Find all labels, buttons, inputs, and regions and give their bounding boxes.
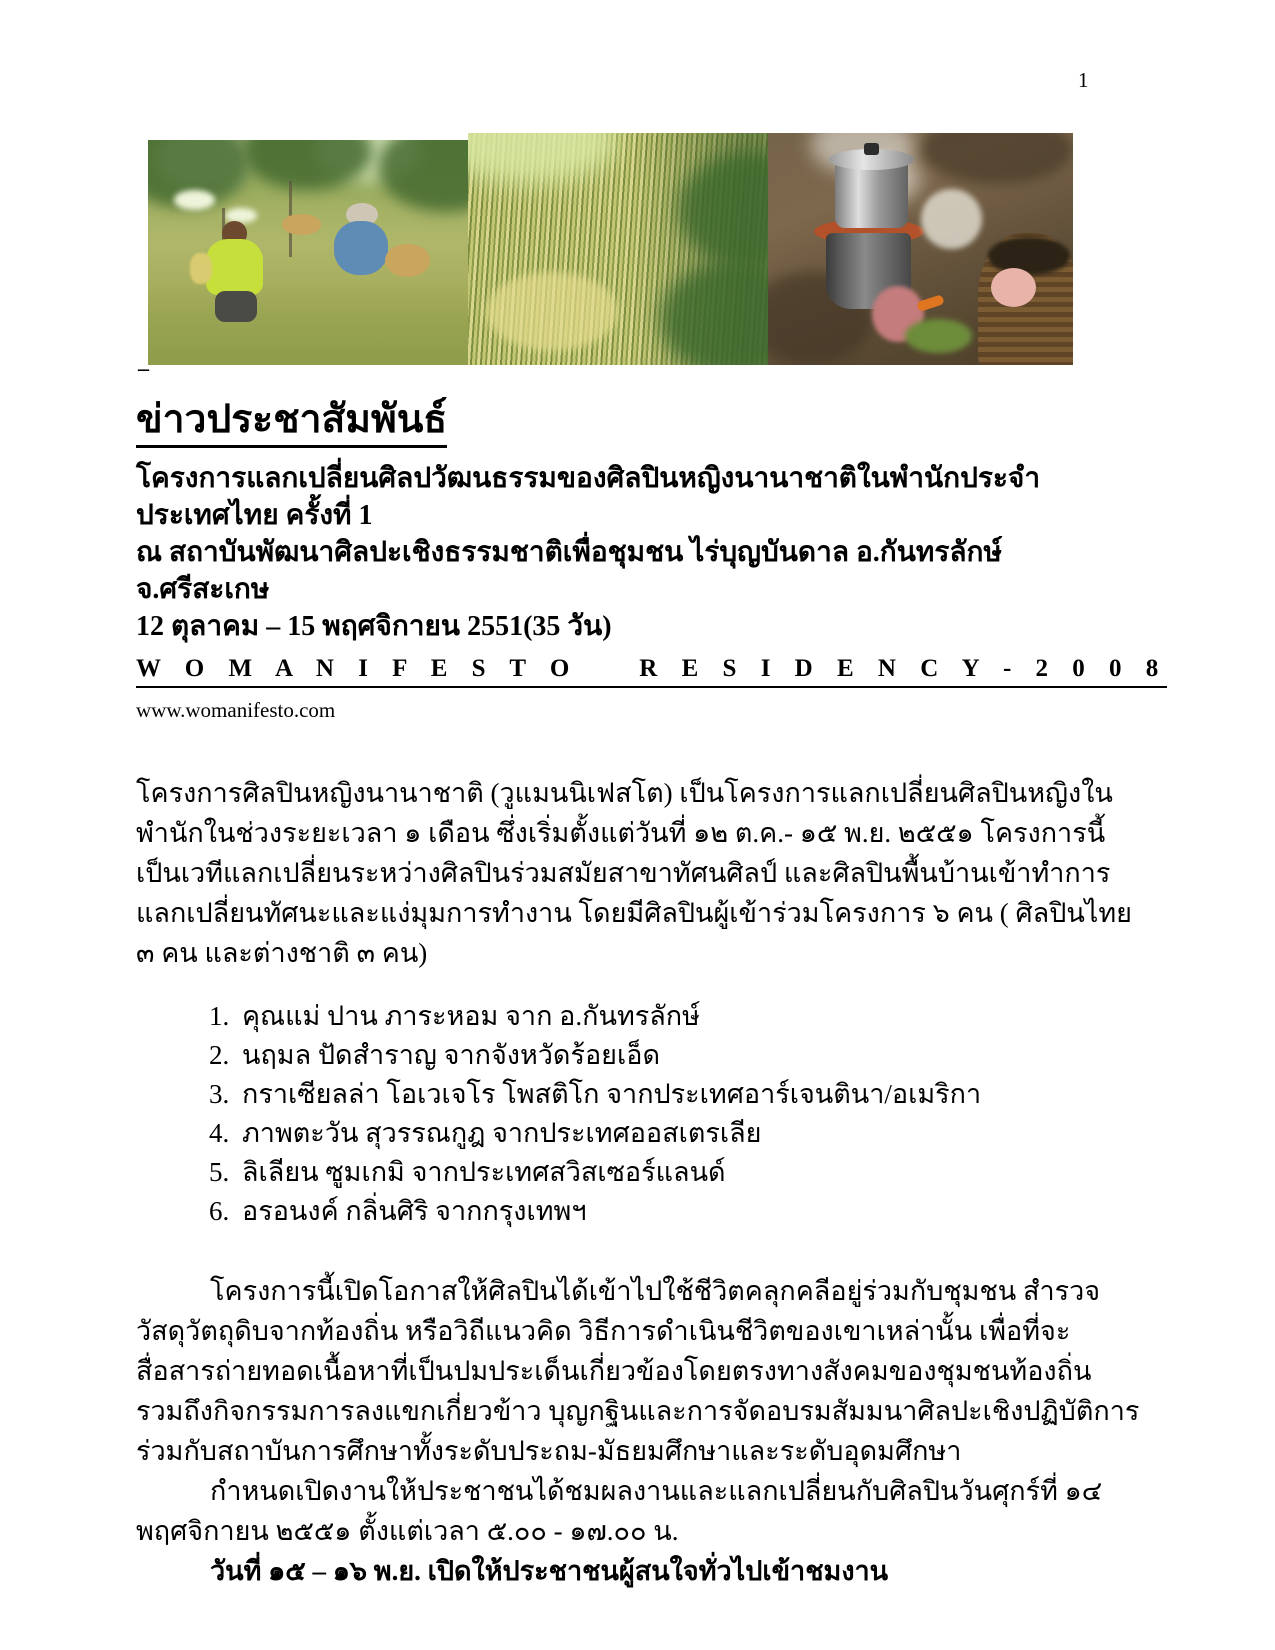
plastic-bag (921, 189, 982, 249)
straw-hat (282, 214, 320, 234)
woman-blue-shirt (334, 221, 388, 275)
artist-item: 3. กราเซียลล่า โอเวเจโร โพสติโก จากประเทศอาร์เจนตินา/อเมริกา (236, 1075, 1142, 1114)
carrot (916, 294, 945, 312)
tree-foliage (378, 140, 468, 212)
lid-handle (864, 143, 879, 155)
event-name: W O M A N I F E S T O R E S I D E N C Y - 2 0 0 8 (136, 655, 1167, 688)
dark-foliage (660, 261, 768, 365)
light-foliage (468, 133, 618, 184)
rice-sheaves-photo (468, 133, 768, 365)
stray-underscore-mark: _ (138, 348, 149, 373)
photo-strip (148, 133, 1073, 365)
description-paragraph: โครงการนี้เปิดโอกาสให้ศิลปินได้เข้าไปใช้ชีวิตคลุกคลีอยู่ร่วมกับชุมชน สำรวจวัสดุวัตถุดิบจากท้องถิ่น หรือวิถีแนวคิด วิธีการดำเนินชีวิตของเขาเหล่านั้น เพื่อที่จะสื่อสารถ่ายทอดเนื้อหาที่เป็นปมประเด็นเกี่ยวข้องโดยตรงทางสังคมของชุมชนท้องถิ่น รวมถึงกิจกรรมการลงแขกเกี่ยวข้าว บุญกฐินและการจัดอบรมสัมมนาศิลปะเชิงปฏิบัติการร่วมกับสถาบันการศึกษาทั้งระดับประถม-มัธยมศึกษาและระดับอุดมศึกษา (136, 1275, 1140, 1466)
green-leaves (905, 319, 972, 354)
outdoor-cooking-photo (768, 133, 1073, 365)
website-url: www.womanifesto.com (136, 697, 336, 722)
public-days-line: วันที่ ๑๕ – ๑๖ พ.ย. เปิดให้ประชาชนผู้สนใจทั่วไปเข้าชมงาน (210, 1555, 889, 1586)
project-title-line-2: ณ สถาบันพัฒนาศิลปะเชิงธรรมชาติเพื่อชุมชน ไร่บุญบันดาล อ.กันทรลักษ์ จ.ศรีสะเกษ (136, 536, 1002, 605)
project-dates-line: 12 ตุลาคม – 15 พฤศจิกายน 2551(35 วัน) (136, 610, 612, 642)
harvest-field-photo (148, 140, 468, 365)
opening-info-paragraph: กำหนดเปิดงานให้ประชาชนได้ชมผลงานและแลกเปลี่ยนกับศิลปินวันศุกร์ที่ ๑๔ พฤศจิกายน ๒๕๕๑ ตั้งแต่เวลา ๕.๐๐ - ๑๗.๐๐ น. (136, 1475, 1103, 1546)
document-body (136, 398, 1168, 1591)
dark-foliage (678, 152, 768, 268)
page-title: ข่าวประชาสัมพันธ์ (136, 398, 447, 448)
artist-item: 2. นฤมล ปัดสำราญ จากจังหวัดร้อยเอ็ด (236, 1036, 1142, 1075)
artist-item: 5. ลิเลียน ซูมเกมิ จากประเทศสวิสเซอร์แลนด์ (236, 1153, 1142, 1192)
pink-egg (991, 268, 1037, 307)
man-shorts (215, 291, 257, 323)
artist-item: 1. คุณแม่ ปาน ภาระหอม จาก อ.กันทรลักษ์ (236, 997, 1142, 1036)
artist-item: 6. อรอนงค์ กลิ่นศิริ จากกรุงเทพฯ (236, 1192, 1142, 1231)
project-title-line-1: โครงการแลกเปลี่ยนศิลปวัฒนธรรมของศิลปินหญิงนานาชาติในพำนักประจำประเทศไทย ครั้งที่ 1 (136, 462, 1041, 531)
artist-item: 4. ภาพตะวัน สุวรรณกูฎ จากประเทศออสเตรเลีย (236, 1114, 1142, 1153)
basket-opening (988, 237, 1070, 274)
woven-basket (385, 244, 430, 278)
tree-foliage (244, 140, 372, 190)
dirt-shadow (921, 133, 1074, 184)
straw-highlight (486, 272, 618, 351)
artist-list (136, 997, 1142, 1231)
intro-paragraph: โครงการศิลปินหญิงนานาชาติ (วูแมนนิเฟสโต) เป็นโครงการแลกเปลี่ยนศิลปินหญิงในพำนักในช่วงระยะเวลา ๑ เดือน ซึ่งเริ่มตั้งแต่วันที่ ๑๒ ต.ค.- ๑๕ พ.ย. ๒๕๕๑ โครงการนี้เป็นเวทีแลกเปลี่ยนระหว่างศิลปินร่วมสมัยสาขาทัศนศิลป์ และศิลปินพื้นบ้านเข้าทำการแลกเปลี่ยนทัศนะและแง่มุมการทำงาน โดยมีศิลปินผู้เข้าร่วมโครงการ ๖ คน ( ศิลปินไทย ๓ คน และต่างชาติ ๓ คน) (136, 777, 1132, 968)
man-yellow-shirt (206, 239, 264, 295)
rice-sheaf (190, 253, 212, 285)
white-flowers (174, 190, 216, 210)
page-number: 1 (1078, 68, 1089, 92)
